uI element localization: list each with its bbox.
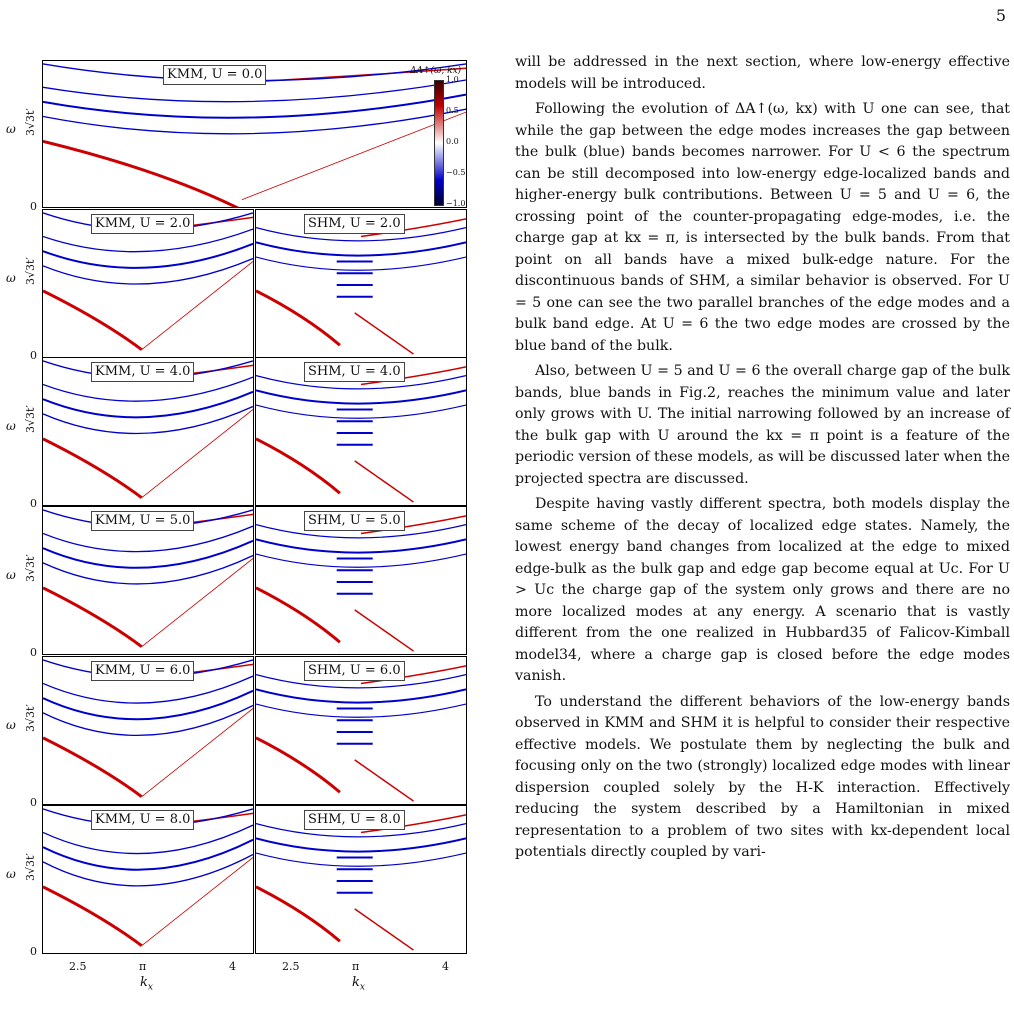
y-axis-unit: 3√3t′ — [24, 554, 37, 582]
colorbar-tick: −1.0 — [446, 199, 466, 208]
spectrum-panel — [42, 506, 254, 655]
spectrum-panel — [255, 209, 467, 358]
bulk-band-blue — [43, 259, 253, 285]
x-axis-label: $k_x$ — [140, 975, 153, 993]
bulk-band-blue — [256, 257, 466, 270]
y-zero-tick: 0 — [30, 945, 37, 958]
edge-mode-red-2 — [355, 909, 414, 950]
x-tick-label: π — [352, 960, 360, 973]
bulk-band-blue — [256, 838, 466, 851]
edge-mode-red — [43, 141, 242, 207]
panel-label: SHM, U = 6.0 — [304, 661, 405, 681]
bulk-band-blue — [256, 242, 466, 255]
colorbar-title: ΔA↑(ω, kx) — [410, 66, 462, 76]
panel-label: KMM, U = 4.0 — [91, 362, 194, 382]
colorbar-tick: 0.5 — [446, 106, 459, 115]
spectrum-panel — [255, 357, 467, 506]
y-axis-label: ω — [6, 271, 16, 285]
spectrum-panel — [255, 805, 467, 954]
spectral-figure — [0, 55, 500, 1024]
y-axis-label: ω — [6, 122, 16, 136]
y-axis-label: ω — [6, 419, 16, 433]
panel-label: KMM, U = 6.0 — [91, 661, 194, 681]
edge-mode-red-faint — [142, 558, 253, 646]
y-axis-unit: 3√3t′ — [24, 853, 37, 881]
edge-mode-red-faint — [242, 112, 466, 200]
panel-label: SHM, U = 4.0 — [304, 362, 405, 382]
y-axis-unit: 3√3t′ — [24, 704, 37, 732]
y-axis-unit: 3√3t′ — [24, 257, 37, 285]
panel-label: KMM, U = 5.0 — [91, 511, 194, 531]
edge-mode-red — [256, 291, 340, 345]
paragraph: Also, between U = 5 and U = 6 the overall charge gap of the bulk bands, blue bands in Fig.2, reaches the minimum value and later only grows with U. The initial narrowing followed by an increase of the bulk gap with U around the kx = π point is a feature of the periodic version of these models, as will be discussed later when the projected spectra are discussed. — [515, 363, 1010, 487]
edge-mode-red-faint — [142, 409, 253, 497]
spectrum-panel — [42, 209, 254, 358]
edge-mode-red — [256, 588, 340, 642]
edge-mode-red-2 — [355, 461, 414, 502]
edge-mode-red — [43, 588, 142, 647]
y-axis-label: ω — [6, 568, 16, 582]
edge-mode-red — [256, 439, 340, 493]
spectrum-panel — [255, 506, 467, 655]
panel-label: SHM, U = 5.0 — [304, 511, 405, 531]
bulk-band-blue — [43, 392, 253, 418]
edge-mode-red — [256, 738, 340, 792]
edge-mode-red-2 — [355, 610, 414, 651]
edge-mode-red — [43, 738, 142, 797]
x-tick-label: 4 — [442, 960, 449, 973]
edge-mode-red-2 — [355, 313, 414, 354]
y-axis-unit: 3√3t′ — [24, 108, 37, 136]
panel-label: KMM, U = 2.0 — [91, 214, 194, 234]
bulk-band-blue — [43, 541, 253, 568]
y-zero-tick: 0 — [30, 796, 37, 809]
spectrum-panel — [42, 805, 254, 954]
x-tick-label: 4 — [229, 960, 236, 973]
panel-label: SHM, U = 8.0 — [304, 810, 405, 830]
panel-label: SHM, U = 2.0 — [304, 214, 405, 234]
edge-mode-red-faint — [142, 261, 253, 349]
paragraph: Despite having vastly different spectra, both models display the same scheme of the decay of localized edge states. Namely, the lowest energy band changes from localized at the edge to mixed edge-bulk as the bulk gap and edge gap become equal at Uc. For U > Uc the charge gap of the system only grows and there are no more localized modes at any energy. A scenario that is vastly different from the one realized in Hubbard35 of Falicov-Kimball model34, where a charge gap is closed before the edge modes vanish. — [515, 496, 1010, 684]
bulk-band-blue — [256, 554, 466, 567]
spectrum-panel — [42, 60, 467, 208]
edge-mode-red-faint — [142, 708, 253, 796]
edge-mode-red — [43, 887, 142, 946]
panel-label: KMM, U = 0.0 — [163, 65, 266, 85]
paragraph: Following the evolution of ΔA↑(ω, kx) with U one can see, that while the gap between the edge modes increases the gap between the bulk (blue) bands becomes narrower. For U < 6 the spectrum can be still decomposed into low-energy edge-localized bands and higher-energy bulk contributions. Between U = 5 and U = 6, the crossing point of the counter-propagating edge-modes, i.e. the charge gap at kx = π, is intersected by the bulk bands. From that point on all bands have a mixed bulk-edge nature. For the discontinuous bands of SHM, a similar behavior is observed. For U = 5 one can see the two parallel branches of the edge modes and a bulk band edge. At U = 6 the two edge modes are crossed by the blue band of the bulk. — [515, 101, 1010, 354]
y-zero-tick: 0 — [30, 646, 37, 659]
bulk-band-blue — [43, 244, 253, 268]
edge-mode-red — [43, 439, 142, 498]
y-zero-tick: 0 — [30, 200, 37, 213]
spectrum-panel — [42, 656, 254, 805]
spectrum-panel — [42, 357, 254, 506]
x-tick-label: π — [139, 960, 147, 973]
page-number: 5 — [995, 6, 1006, 25]
bulk-band-blue — [256, 853, 466, 866]
colorbar — [434, 80, 444, 206]
bulk-band-blue — [43, 95, 466, 118]
edge-mode-red-2 — [355, 760, 414, 801]
panel-label: KMM, U = 8.0 — [91, 810, 194, 830]
x-tick-label: 2.5 — [282, 960, 300, 973]
paragraph: To understand the different behaviors of the low-energy bands observed in KMM and SHM it is helpful to consider their respective effective models. We postulate them by neglecting the bulk and focusing only on the two (strongly) localized edge modes with linear dispersion coupled solely by the H-K interaction. Effectively reducing the system described by a Hamiltonian in mixed representation to a problem of two sites with kx-dependent local potentials directly coupled by vari- — [515, 693, 1010, 860]
y-axis-unit: 3√3t′ — [24, 405, 37, 433]
bulk-band-blue — [43, 109, 466, 134]
y-zero-tick: 0 — [30, 349, 37, 362]
colorbar-tick: 0.0 — [446, 137, 459, 146]
colorbar-tick: −0.5 — [446, 168, 466, 177]
colorbar-tick: 1.0 — [446, 75, 459, 84]
edge-mode-red-faint — [142, 857, 253, 945]
spectrum-panel — [255, 656, 467, 805]
y-zero-tick: 0 — [30, 497, 37, 510]
bulk-band-blue — [256, 689, 466, 702]
edge-mode-red — [256, 887, 340, 941]
bulk-band-blue — [256, 390, 466, 403]
body-text — [515, 52, 1010, 868]
y-axis-label: ω — [6, 718, 16, 732]
x-axis-label: $k_x$ — [352, 975, 365, 993]
edge-mode-red — [43, 291, 142, 350]
bulk-band-blue — [256, 405, 466, 418]
bulk-band-blue — [256, 704, 466, 717]
y-axis-label: ω — [6, 867, 16, 881]
x-tick-label: 2.5 — [69, 960, 87, 973]
paragraph: will be addressed in the next section, where low-energy effective models will be introduced. — [515, 54, 1010, 92]
bulk-band-blue — [256, 539, 466, 552]
